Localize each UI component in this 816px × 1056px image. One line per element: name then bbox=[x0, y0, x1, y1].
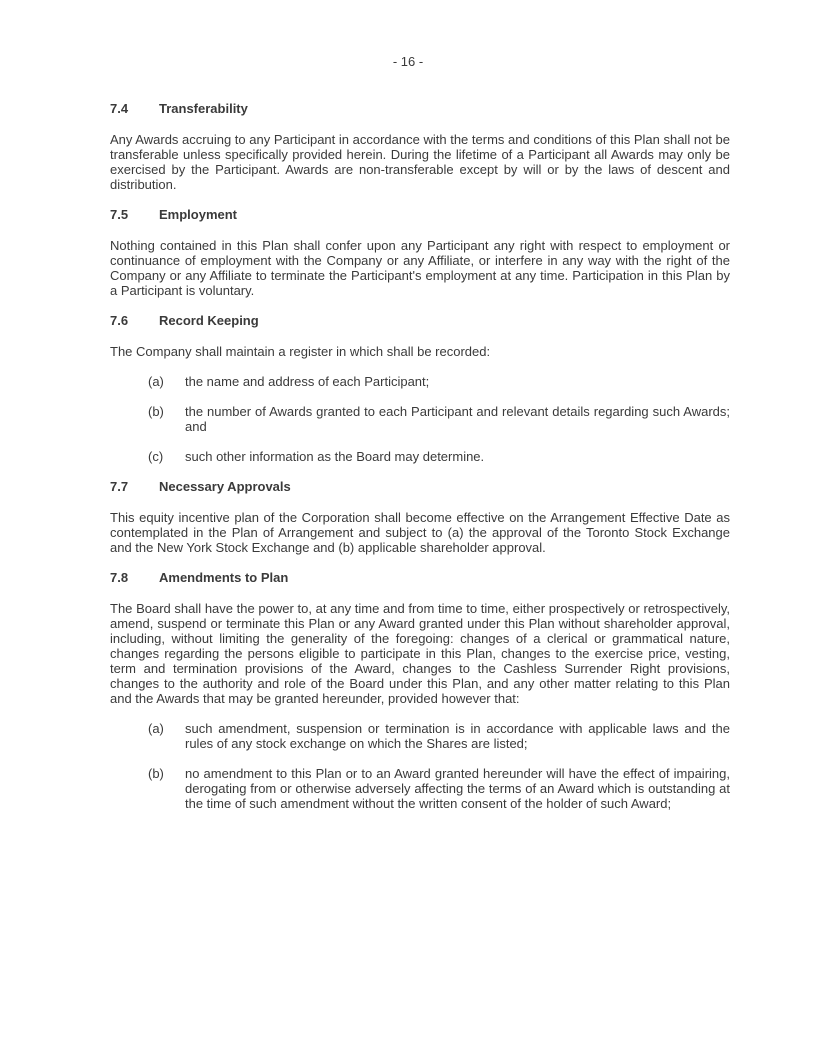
section-body-record-keeping: The Company shall maintain a register in which shall be recorded: bbox=[110, 344, 491, 359]
list-item-label: (a) bbox=[148, 721, 164, 736]
section-number: 7.4 bbox=[110, 101, 129, 116]
list-item-label: (b) bbox=[148, 766, 164, 781]
list-item-text: the number of Awards granted to each Participant and relevant details regarding such Awards; and bbox=[185, 404, 730, 434]
section-heading-record-keeping bbox=[110, 313, 730, 329]
section-body-transferability: Any Awards accruing to any Participant in accordance with the terms and conditions of this Plan shall not be transferable unless specifically provided herein. During the lifetime of a Participant all Awards may only be exercised by the Participant. Awards are non-transferable except by will or by the laws of descent and distribution. bbox=[110, 132, 730, 192]
section-body-employment: Nothing contained in this Plan shall confer upon any Participant any right with respect to employment or continuance of employment with the Company or any Affiliate, or interfere in any way with the right of the Company or any Affiliate to terminate the Participant's employment at any time. Participation in this Plan by a Participant is voluntary. bbox=[110, 238, 730, 298]
list-item-label: (b) bbox=[148, 404, 164, 419]
section-heading-transferability bbox=[110, 101, 730, 117]
list-item bbox=[110, 766, 730, 811]
list-item-text: such amendment, suspension or termination is in accordance with applicable laws and the rules of any stock exchange on which the Shares are listed; bbox=[185, 721, 730, 751]
section-heading-employment bbox=[110, 207, 730, 223]
section-heading-amendments bbox=[110, 570, 730, 586]
list-item bbox=[110, 374, 730, 389]
list-item-text: the name and address of each Participant; bbox=[185, 374, 430, 389]
page-content bbox=[110, 101, 730, 826]
section-number: 7.7 bbox=[110, 479, 129, 494]
list-item bbox=[110, 449, 730, 464]
section-title: Transferability bbox=[159, 101, 248, 116]
section-number: 7.6 bbox=[110, 313, 129, 328]
section-body-amendments: The Board shall have the power to, at any time and from time to time, either prospectively or retrospectively, amend, suspend or terminate this Plan or any Award granted under this Plan without shareholder approval, including, without limiting the generality of the foregoing: changes of a clerical or grammatical nature, changes regarding the persons eligible to participate in this Plan, changes to the exercise price, vesting, term and termination provisions of the Award, changes to the Cashless Surrender Right provisions, changes to the authority and role of the Board under this Plan, and any other matter relating to this Plan and the Awards that may be granted hereunder, provided however that: bbox=[110, 601, 730, 706]
list-item-text: such other information as the Board may determine. bbox=[185, 449, 485, 464]
section-number: 7.8 bbox=[110, 570, 129, 585]
list-item-text: no amendment to this Plan or to an Award granted hereunder will have the effect of impairing, derogating from or otherwise adversely affecting the terms of an Award which is outstanding at the time of such amendment without the written consent of the holder of such Award; bbox=[185, 766, 730, 811]
list-item bbox=[110, 721, 730, 751]
section-title: Record Keeping bbox=[159, 313, 259, 328]
section-number: 7.5 bbox=[110, 207, 129, 222]
section-title: Necessary Approvals bbox=[159, 479, 291, 494]
page-number: - 16 - bbox=[392, 54, 424, 69]
section-heading-necessary-approvals bbox=[110, 479, 730, 495]
section-title: Employment bbox=[159, 207, 238, 222]
list-item-label: (c) bbox=[148, 449, 164, 464]
section-body-necessary-approvals: This equity incentive plan of the Corporation shall become effective on the Arrangement Effective Date as contemplated in the Plan of Arrangement and subject to (a) the approval of the Toronto Stock Exchange and the New York Stock Exchange and (b) applicable shareholder approval. bbox=[110, 510, 730, 555]
list-item bbox=[110, 404, 730, 434]
list-item-label: (a) bbox=[148, 374, 164, 389]
section-title: Amendments to Plan bbox=[159, 570, 289, 585]
